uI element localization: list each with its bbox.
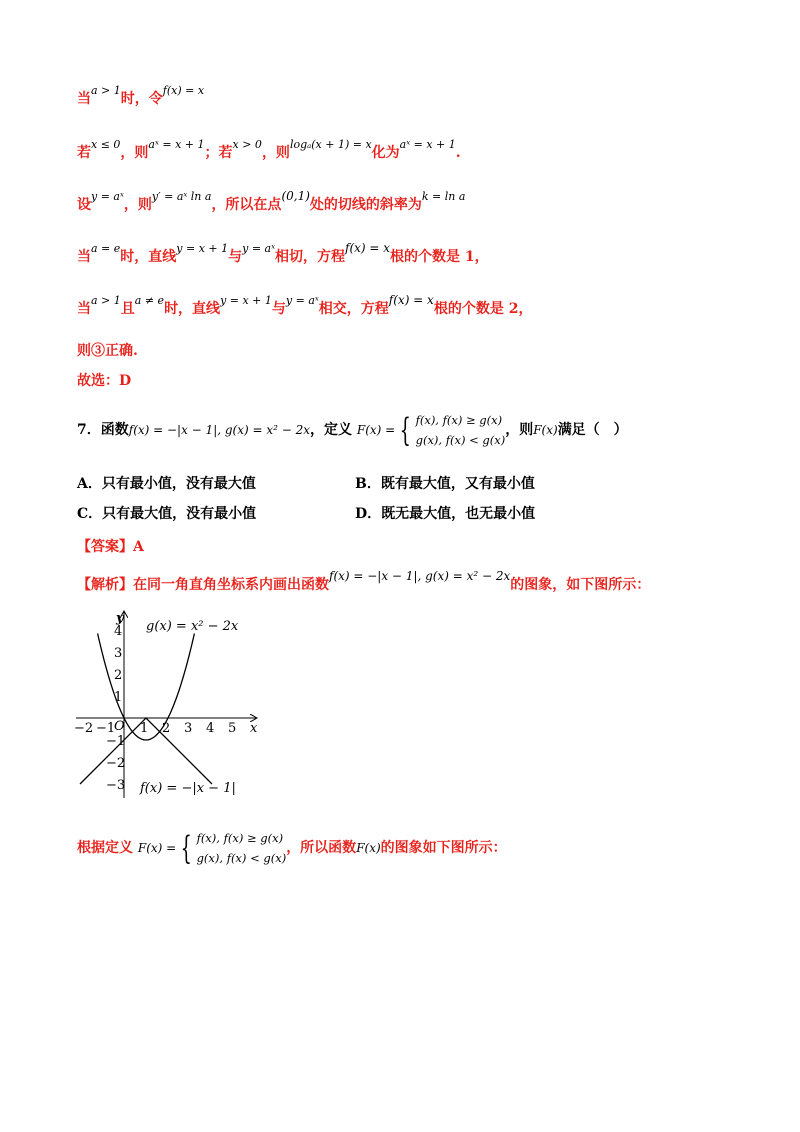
g-curve-label: g(x) = x² − 2x	[146, 619, 239, 634]
math: F(x)	[533, 423, 558, 437]
text: 且	[120, 301, 135, 317]
option-a: A．只有最小值，没有最大值	[77, 476, 256, 492]
text: 与	[271, 301, 286, 317]
x-tick-label: −1	[96, 721, 116, 736]
math: F(x)	[356, 841, 381, 855]
text: .	[455, 145, 461, 161]
x-tick-label: 4	[206, 721, 215, 736]
x-axis-label: x	[250, 721, 258, 736]
math-a-gt-1: a > 1	[91, 84, 121, 97]
piecewise-cases	[197, 828, 287, 868]
math: k = ln a	[421, 190, 466, 203]
f-curve-label: f(x) = −|x − 1|	[140, 781, 236, 796]
y-tick-label: 2	[114, 668, 123, 683]
math: aˣ = x + 1	[399, 138, 456, 151]
math: y = x + 1	[220, 294, 272, 307]
text: 的图象如下图所示：	[380, 840, 507, 856]
text: 的图象，如下图所示：	[510, 577, 651, 593]
text: ，定义	[310, 422, 353, 438]
y-tick-label: 1	[114, 690, 123, 705]
option-c: C．只有最大值，没有最小值	[77, 506, 257, 522]
text: 函数	[100, 422, 129, 438]
math: f(x) = x	[388, 293, 434, 307]
text: 相切，方程	[275, 249, 346, 265]
math: (0,1)	[281, 189, 310, 203]
option-d: D．既无最大值，也无最小值	[355, 506, 536, 522]
math: y = aˣ	[285, 294, 319, 307]
text: 化为	[371, 145, 400, 161]
text: 时，直线	[120, 249, 177, 265]
text: 时，令	[120, 91, 163, 107]
conclusion-line	[77, 828, 507, 868]
solution-line-4	[77, 241, 489, 266]
analysis-line	[77, 569, 651, 594]
left-brace-icon: {	[180, 829, 192, 867]
text: 【解析】在同一角直角坐标系内画出函数	[77, 577, 329, 593]
text: ，则	[123, 197, 152, 213]
x-tick-label: 2	[162, 721, 171, 736]
text: 满足（ ）	[557, 422, 628, 438]
text: 根据定义	[77, 840, 133, 856]
math: x ≤ 0	[91, 138, 121, 151]
math-fx-eq-x: f(x) = x	[162, 84, 205, 97]
case-1: f(x), f(x) ≥ g(x)	[415, 413, 503, 427]
text: ，则	[505, 422, 534, 438]
function-graph	[74, 608, 264, 808]
text: ，所以函数	[286, 840, 357, 856]
solution-line-1	[77, 84, 205, 108]
y-tick-label: 3	[114, 646, 123, 661]
math: y = x + 1	[176, 242, 229, 255]
y-axis-label: y	[116, 611, 124, 626]
text: 相交，方程	[318, 301, 389, 317]
y-tick-label: 4	[114, 624, 123, 639]
text: 当	[77, 91, 91, 107]
y-tick-label: −2	[106, 756, 126, 771]
piecewise-cases	[416, 410, 506, 450]
solution-conclusion: 则③正确.	[77, 343, 138, 359]
case-2: g(x), f(x) < g(x)	[196, 851, 287, 865]
text: 当	[77, 301, 91, 317]
solution-line-2	[77, 138, 461, 162]
math: f(x) = x	[345, 241, 391, 255]
final-choice: 故选：D	[77, 373, 132, 389]
question-number: 7．	[77, 422, 101, 438]
text: 根的个数是 2，	[433, 301, 533, 317]
text: 根的个数是 1，	[390, 249, 489, 265]
case-2: g(x), f(x) < g(x)	[415, 433, 506, 447]
text: 设	[77, 197, 91, 213]
text: 与	[228, 249, 243, 265]
answer: 【答案】A	[77, 539, 144, 555]
text: ，所以在点	[211, 197, 282, 213]
math: f(x) = −|x − 1|, g(x) = x² − 2x	[329, 569, 511, 583]
def-lhs: F(x) =	[137, 841, 177, 855]
math: y = aˣ	[242, 242, 276, 255]
math-functions: f(x) = −|x − 1|, g(x) = x² − 2x	[128, 423, 311, 437]
text: 当	[77, 249, 91, 265]
text: ，则	[261, 145, 290, 161]
math: aˣ = x + 1	[148, 138, 205, 151]
y-tick-label: −3	[106, 778, 126, 793]
x-tick-label: 1	[140, 721, 149, 736]
question-7	[77, 410, 628, 450]
math: x > 0	[232, 138, 262, 151]
math: a ≠ e	[134, 294, 165, 307]
x-tick-label: −2	[74, 721, 94, 736]
origin-label: O	[114, 719, 125, 734]
option-b: B．既有最大值，又有最小值	[355, 476, 535, 492]
left-brace-icon: {	[399, 411, 412, 449]
text: 时，直线	[164, 301, 221, 317]
math: y = aˣ	[91, 190, 124, 203]
text: ，则	[120, 145, 149, 161]
math: a > 1	[91, 294, 121, 307]
text: ；若	[204, 145, 233, 161]
math: y′ = aˣ ln a	[151, 190, 212, 203]
x-tick-label: 5	[228, 721, 237, 736]
y-tick-label: −1	[106, 734, 126, 749]
text: 处的切线的斜率为	[309, 197, 422, 213]
def-lhs: F(x) =	[356, 423, 396, 437]
text: 若	[77, 145, 91, 161]
x-tick-label: 3	[184, 721, 193, 736]
solution-line-5	[77, 293, 533, 318]
math: a = e	[91, 242, 121, 255]
case-1: f(x), f(x) ≥ g(x)	[196, 831, 284, 845]
solution-line-3	[77, 189, 466, 214]
math: logₐ(x + 1) = x	[289, 138, 372, 151]
